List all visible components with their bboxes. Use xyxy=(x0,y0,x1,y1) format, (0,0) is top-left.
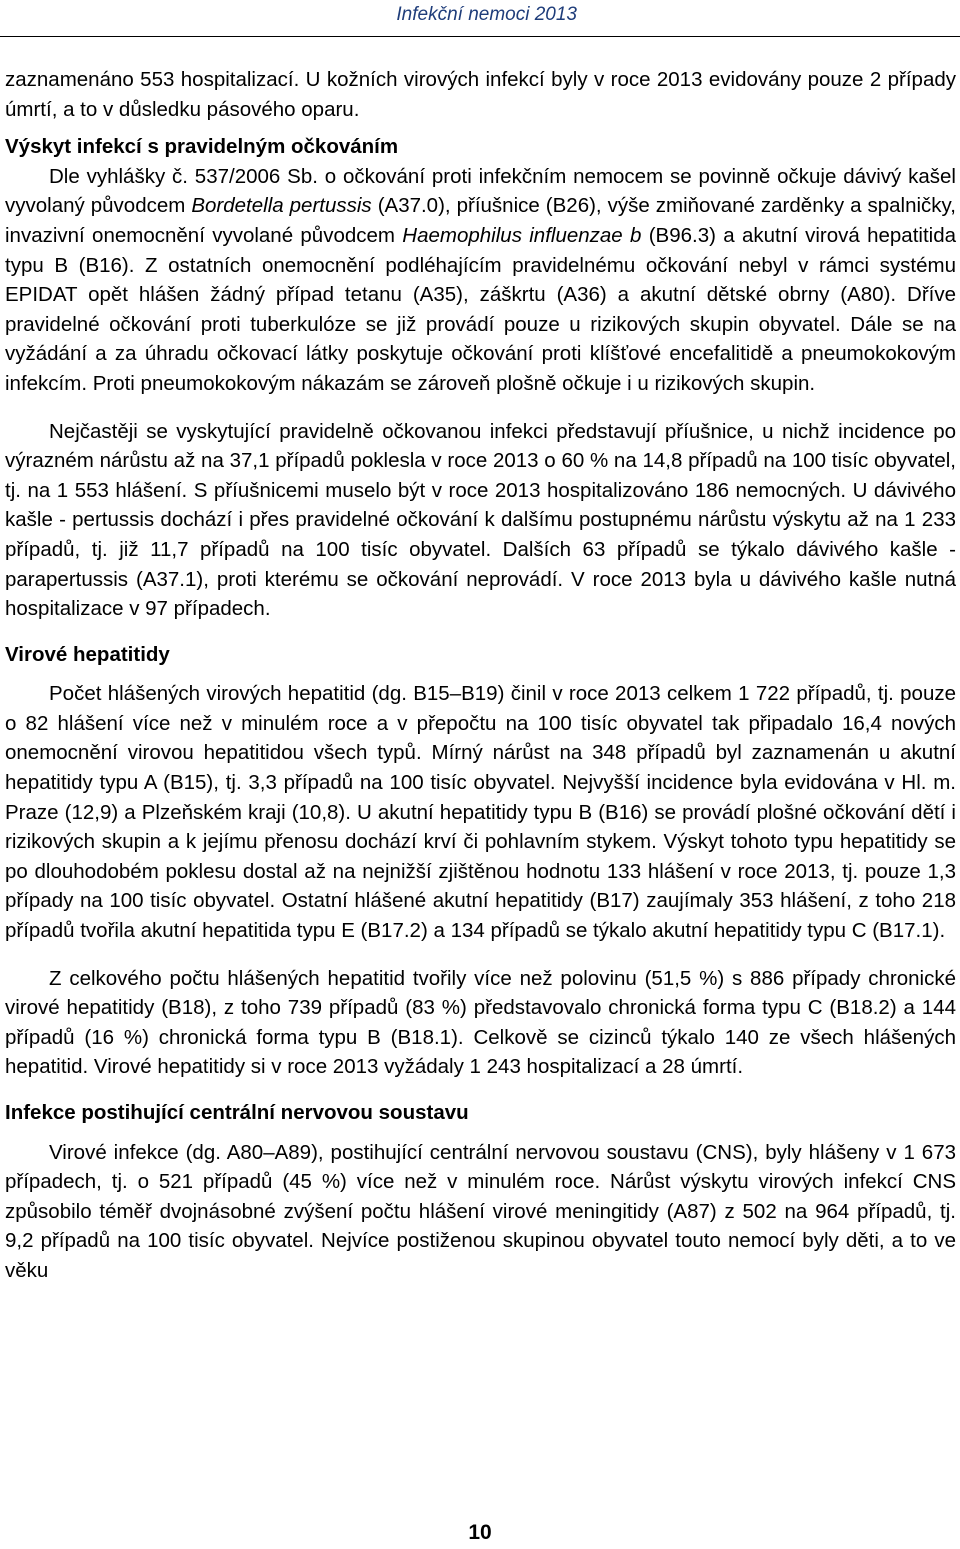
paragraph-intro: zaznamenáno 553 hospitalizací. U kožních virových infekcí byly v roce 2013 evidovány pouze 2 případy úmrtí, a to v důsledku pásového oparu. xyxy=(5,68,956,121)
paragraph-hepatitis-2: Z celkového počtu hlášených hepatitid tvořily více než polovinu (51,5 %) s 886 případy chronické virové hepatitidy (B18), z toho 739 případů (83 %) představovalo chronická forma typu C (B18.2) a 144 případů (16 %) chronická forma typu B (B18.1). Celkově se cizinců týkalo 140 ze všech hlášených hepatitid. Virové hepatitidy si v roce 2013 vyžádaly 1 243 hospitalizací a 28 úmrtí. xyxy=(5,966,956,1079)
heading-cns: Infekce postihující centrální nervovou soustavu xyxy=(5,1101,469,1124)
paragraph-vaccination-1 xyxy=(5,162,956,399)
page-number: 10 xyxy=(468,1521,492,1544)
heading-hepatitis: Virové hepatitidy xyxy=(5,642,170,666)
text-run: (A37.0), příušnice (B26), výše zmiňované zarděnky a spalničky, invazivní onemocnění vyvolané původcem xyxy=(5,194,956,247)
heading-vaccination: Výskyt infekcí s pravidelným očkováním xyxy=(5,135,399,159)
paragraph-vaccination-2: Nejčastěji se vyskytující pravidelně očkovanou infekci představují příušnice, u nichž incidence po výrazném nárůstu až na 37,1 případů poklesla v roce 2013 o 60 % na 14,8 případů na 100 tisíc obyvatel, tj. na 1 553 hlášení. S příušnicemi muselo být v roce 2013 hospitalizováno 186 nemocných. U dávivého kašle - pertussis dochází i přes pravidelné očkování k dalšímu postupnému nárůstu výskytu až na 1 233 případů, tj. již 11,7 případů na 100 tisíc obyvatel. Dalších 63 případů se týkalo dávivého kašle - parapertussis (A37.1), proti kterému se očkování neprovádí. V roce 2013 byla u dávivého kašle nutná hospitalizace v 97 případech. xyxy=(5,419,956,621)
running-header-title: Infekční nemoci 2013 xyxy=(396,4,577,25)
page-body xyxy=(5,65,956,1286)
text-run: Dle vyhlášky č. 537/2006 Sb. o očkování proti infekčním nemocem se povinně očkuje dávivý kašel vyvolaný původcem xyxy=(5,164,956,218)
italic-term-haemophilus: Haemophilus influenzae b xyxy=(402,223,642,247)
page-header xyxy=(0,0,960,37)
text-run: (B96.3) a akutní virová hepatitida typu B (B16). Z ostatních onemocnění podléhajícím pravidelnému očkování nebyl v rámci systému EPIDAT opět hlášen žádný případ tetanu (A35), záškrtu (A36) a akutní dětské obrny (A80). Dříve pravidelné očkování proti tuberkulóze se již provádí pouze u rizikových skupin obyvatel. Dále se na vyžádání a za úhradu očkovací látky poskytuje očkování proti klíšťové encefalitidě a pneumokokovým infekcím. Proti pneumokokovým nákazám se zároveň plošně očkuje i u rizikových skupin. xyxy=(5,223,956,395)
italic-term-bordetella: Bordetella pertussis xyxy=(191,194,372,218)
paragraph-hepatitis-1: Počet hlášených virových hepatitid (dg. B15–B19) činil v roce 2013 celkem 1 722 případů, tj. pouze o 82 hlášení více než v minulém roce a v přepočtu na 100 tisíc obyvatel tak připadalo 16,4 nových onemocnění virovou hepatitidou všech typů. Mírný nárůst na 348 případů byl zaznamenán u akutní hepatitidy typu A (B15), tj. 3,3 případů na 100 tisíc obyvatel. Nejvyšší incidence byla evidována v Hl. m. Praze (12,9) a Plzeňském kraji (10,8). U akutní hepatitidy typu B (B16) se provádí plošné očkování dětí i rizikových skupin a k jejímu přenosu dochází krví či pohlavním stykem. Výskyt tohoto typu hepatitidy se po dlouhodobém poklesu dostal až na nejnižší zjištěnou hodnotu 133 hlášení v roce 2013, tj. pouze 1,3 případy na 100 tisíc obyvatel. Ostatní hlášené akutní hepatitidy (B17) zaujímaly 353 hlášení, z toho 218 případů tvořila akutní hepatitida typu E (B17.2) a 134 případů se týkalo akutní hepatitidy typu C (B17.1). xyxy=(5,682,956,943)
paragraph-cns-1: Virové infekce (dg. A80–A89), postihující centrální nervovou soustavu (CNS), byly hlášeny v 1 673 případech, tj. o 521 případů (45 %) více než v minulém roce. Nárůst výskytu virových infekcí CNS způsobilo téměř dvojnásobné zvýšení počtu hlášení virové meningitidy (A87) z 502 na 964 případů, tj. 9,2 případů na 100 tisíc obyvatel. Nejvíce postiženou skupinou obyvatel touto nemocí byly děti, a to ve věku xyxy=(5,1140,956,1282)
